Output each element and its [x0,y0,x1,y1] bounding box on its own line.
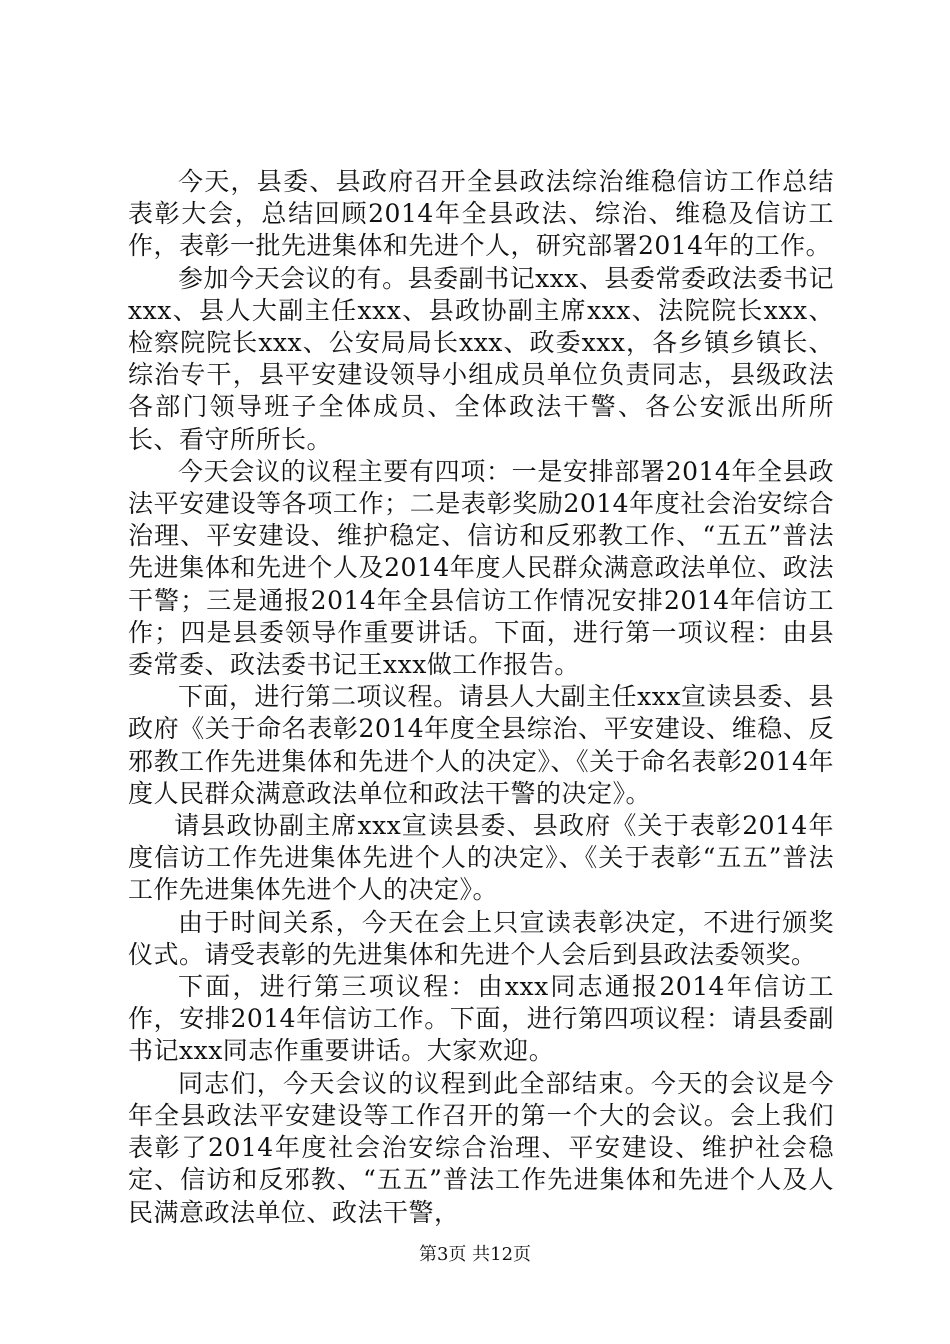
paragraph-second-item: 下面，进行第二项议程。请县人大副主任xxx宣读县委、县政府《关于命名表彰2014年度全县综治、平安建设、维稳、反邪教工作先进集体和先进个人的决定》、《关于命名表彰2014年度人民群众满意政法单位和政法干警的决定》。 [128,682,834,808]
paragraph-closing: 同志们，今天会议的议程到此全部结束。今天的会议是今年全县政法平安建设等工作召开的第一个大的会议。会上我们表彰了2014年度社会治安综合治理、平安建设、维护社会稳定、信访和反邪教、“五五”普法工作先进集体和先进个人及人民满意政法单位、政法干警， [128,1068,834,1227]
paragraph-attendees: 参加今天会议的有。县委副书记xxx、县委常委政法委书记xxx、县人大副主任xxx、县政协副主席xxx、法院院长xxx、检察院院长xxx、公安局局长xxx、政委xxx，各乡镇乡镇长、综治专干，县平安建设领导小组成员单位负责同志，县级政法各部门领导班子全体成员、全体政法干警、各公安派出所所长、看守所所长。 [128,263,834,454]
paragraph-opening: 今天，县委、县政府召开全县政法综治维稳信访工作总结表彰大会，总结回顾2014年全县政法、综治、维稳及信访工作，表彰一批先进集体和先进个人，研究部署2014年的工作。 [128,167,834,261]
paragraph-petition-decision: 请县政协副主席xxx宣读县委、县政府《关于表彰2014年度信访工作先进集体先进个人的决定》、《关于表彰“五五”普法工作先进集体先进个人的决定》。 [128,811,834,905]
document-body [128,166,834,1229]
page-number-footer: 第3页 共12页 [418,1244,532,1265]
paragraph-agenda: 今天会议的议程主要有四项：一是安排部署2014年全县政法平安建设等各项工作；二是表彰奖励2014年度社会治安综合治理、平安建设、维护稳定、信访和反邪教工作、“五五”普法先进集体和先进个人及2014年度人民群众满意政法单位、政法干警；三是通报2014年全县信访工作情况安排2014年信访工作；四是县委领导作重要讲话。下面，进行第一项议程：由县委常委、政法委书记王xxx做工作报告。 [128,456,834,680]
paragraph-third-fourth-items: 下面，进行第三项议程：由xxx同志通报2014年信访工作，安排2014年信访工作。下面，进行第四项议程：请县委副书记xxx同志作重要讲话。大家欢迎。 [128,972,834,1066]
paragraph-award-note: 由于时间关系，今天在会上只宣读表彰决定，不进行颁奖仪式。请受表彰的先进集体和先进个人会后到县政法委领奖。 [128,907,834,969]
